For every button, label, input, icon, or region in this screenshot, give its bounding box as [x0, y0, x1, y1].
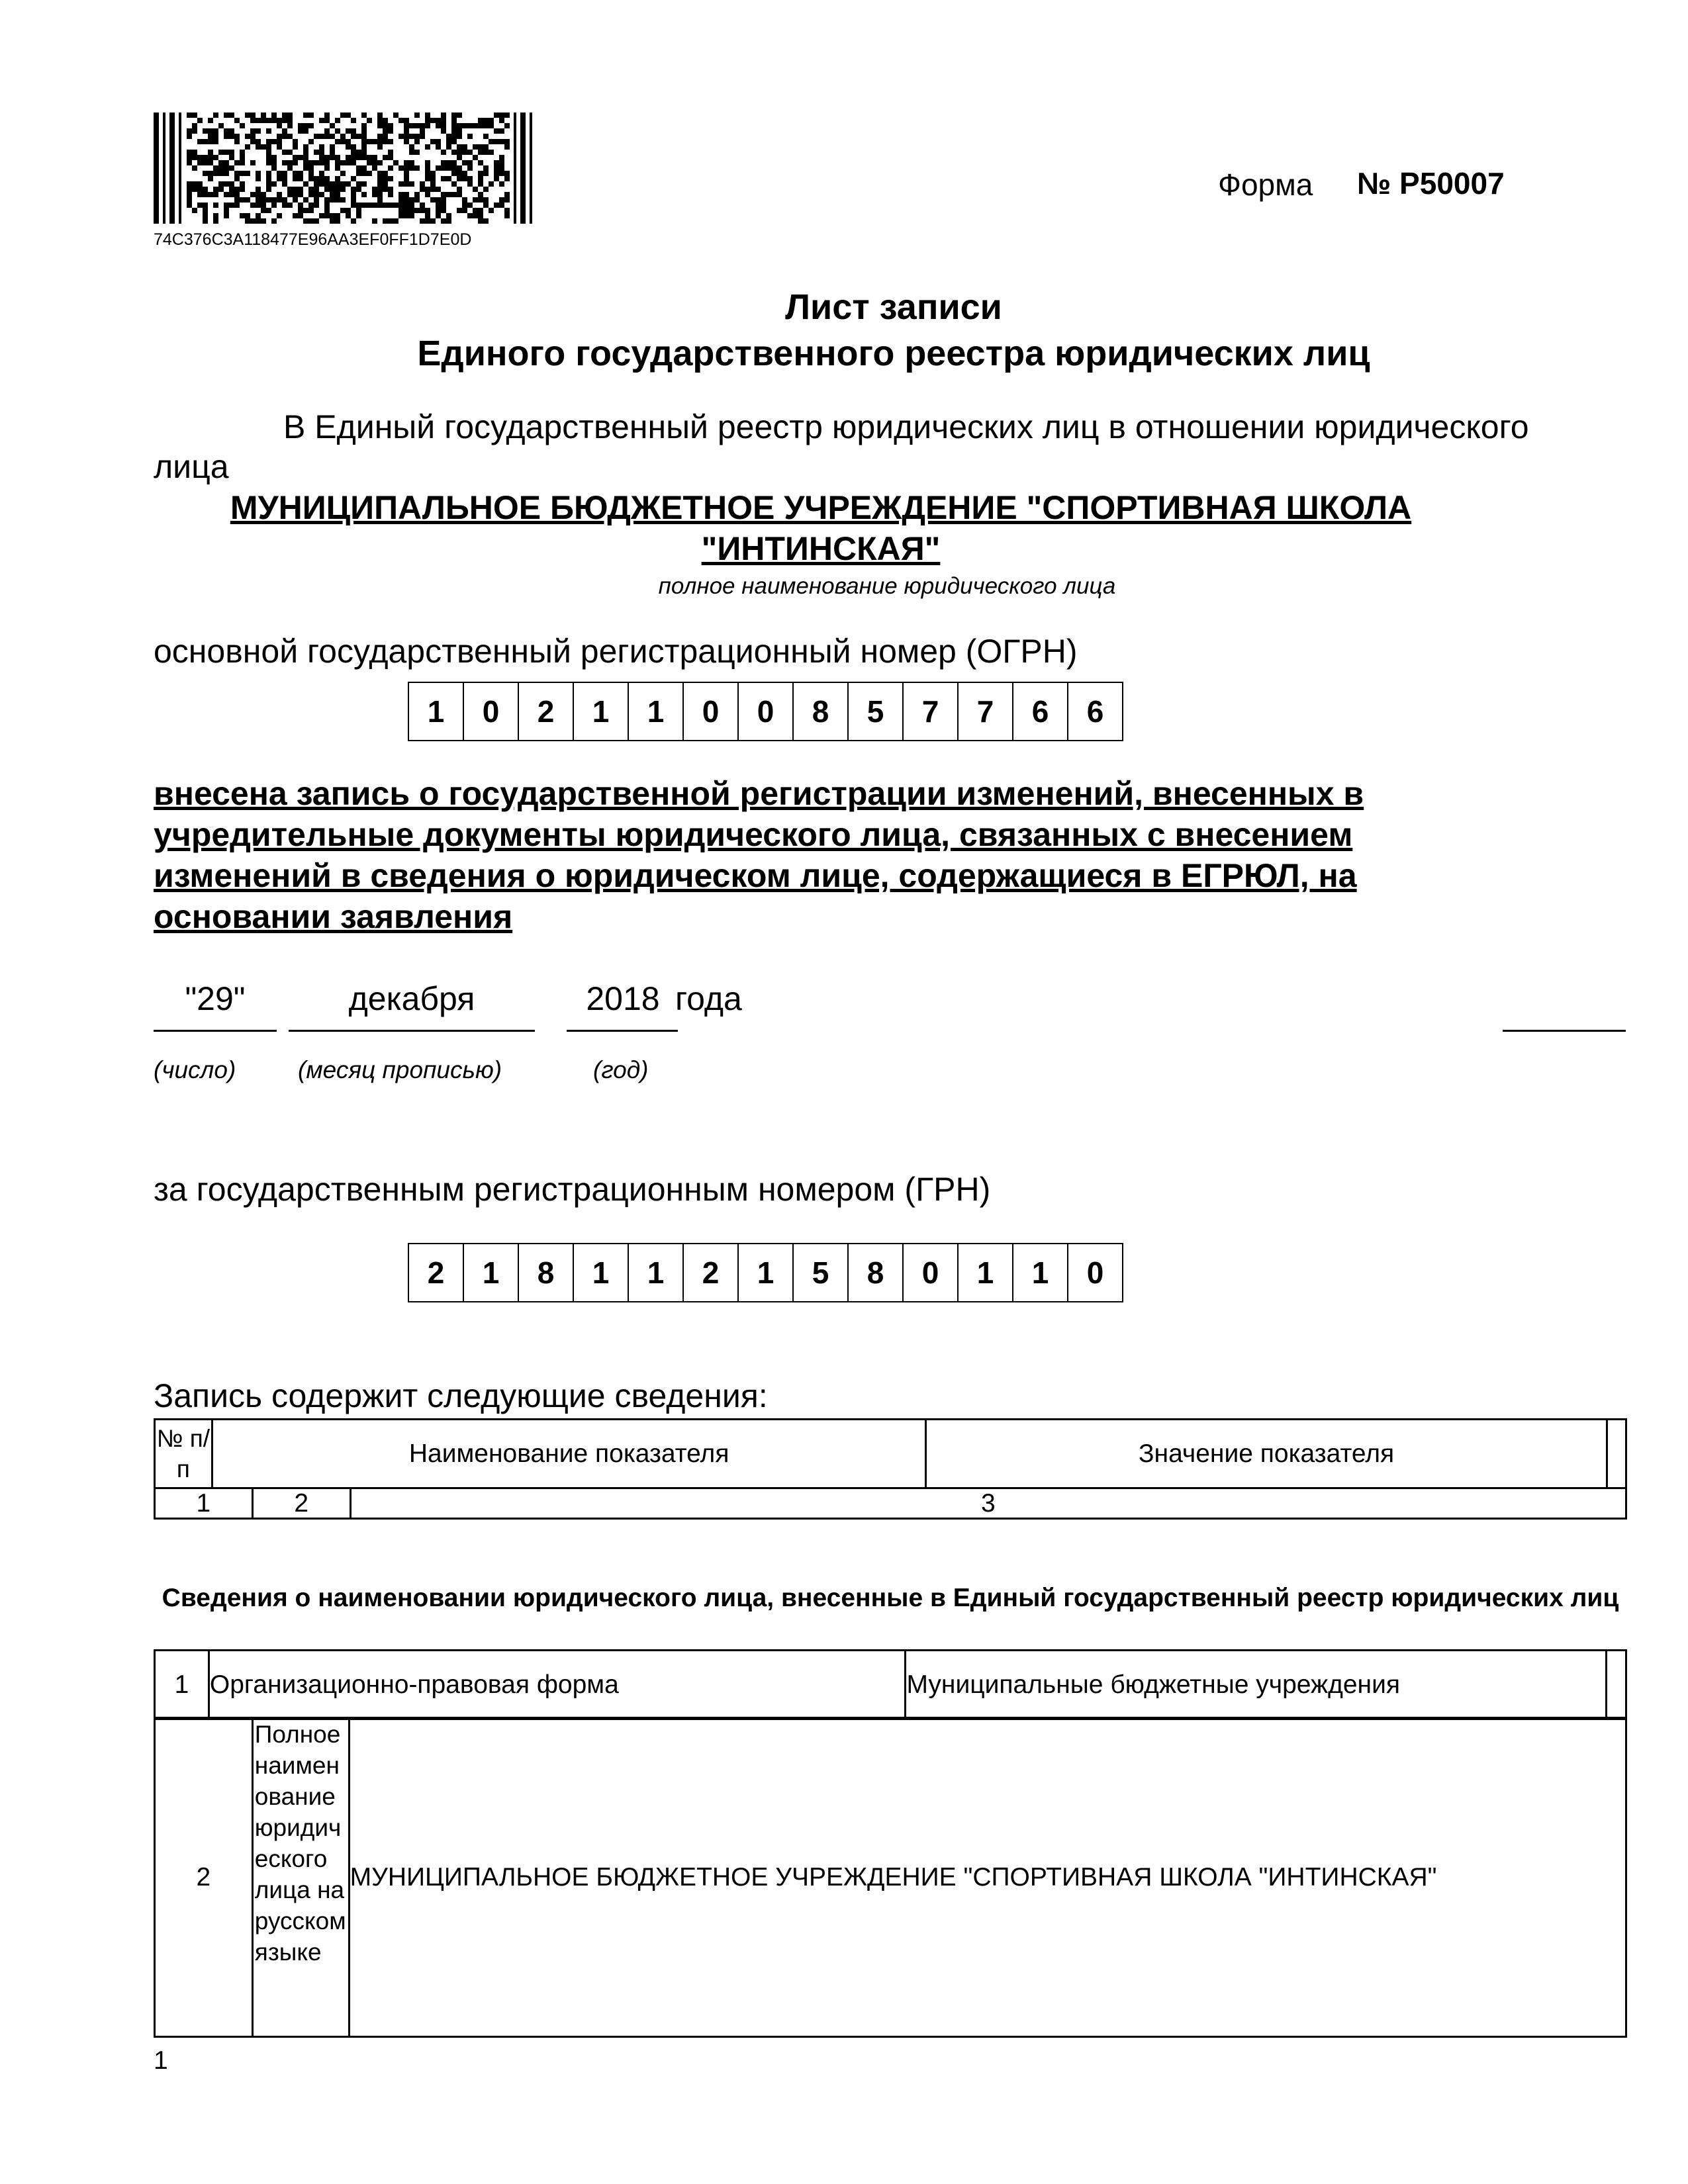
record-label: Запись содержит следующие сведения: [154, 1377, 768, 1414]
ogrn-digit: 6 [1067, 682, 1123, 741]
ogrn-digit: 7 [957, 682, 1013, 741]
grn-digit: 1 [628, 1243, 684, 1302]
entry-description [154, 773, 1511, 937]
grn-digit: 5 [792, 1243, 849, 1302]
date-year-underline [567, 1030, 678, 1032]
grn-digit: 2 [408, 1243, 464, 1302]
header-value: Значение показателя [926, 1420, 1607, 1488]
barcode-id: 74C376C3A118477E96AA3EF0FF1D7E0D [154, 230, 472, 249]
table-header-row [155, 1420, 1626, 1488]
page-subtitle: Единого государственного реестра юридических лиц [417, 334, 1370, 373]
table-row [155, 1718, 1626, 2037]
barcode-image [154, 113, 535, 224]
grn-digit: 1 [737, 1243, 794, 1302]
entry-line: изменений в сведения о юридическом лице, содержащиеся в ЕГРЮЛ, на [154, 857, 1357, 894]
date-year-word: года [675, 980, 742, 1017]
ogrn-digit: 0 [737, 682, 794, 741]
ogrn-digit: 2 [518, 682, 574, 741]
page-number: 1 [154, 2046, 168, 2075]
record-header-table [154, 1418, 1627, 1489]
ogrn-digit: 1 [573, 682, 629, 741]
grn-digit: 8 [847, 1243, 904, 1302]
row-indicator-value: Муниципальные бюджетные учреждения [906, 1651, 1607, 1719]
intro-text-continued: лица [154, 448, 229, 485]
row-indicator-value: МУНИЦИПАЛЬНОЕ БЮДЖЕТНОЕ УЧРЕЖДЕНИЕ "СПОРТИВНАЯ ШКОЛА "ИНТИНСКАЯ" [349, 1718, 1626, 2037]
row-spacer [1607, 1651, 1626, 1719]
barcode [154, 113, 535, 224]
ogrn-digit: 6 [1012, 682, 1068, 741]
header-name: Наименование показателя [212, 1420, 926, 1488]
date-day: "29" [185, 980, 246, 1017]
ogrn-label: основной государственный регистрационный номер (ОГРН) [154, 633, 1078, 670]
column-number-1: 1 [155, 1488, 253, 1519]
ogrn-digit: 1 [408, 682, 464, 741]
grn-digit: 0 [902, 1243, 959, 1302]
ogrn-digit: 0 [682, 682, 739, 741]
date-month-underline [289, 1030, 535, 1032]
ogrn-digit: 8 [792, 682, 849, 741]
row-indicator-name: Организационно-правовая форма [209, 1651, 906, 1719]
date-day-caption: (число) [154, 1056, 236, 1083]
grn-digit: 1 [573, 1243, 629, 1302]
ogrn-digit: 0 [463, 682, 519, 741]
date-month-caption: (месяц прописью) [298, 1056, 502, 1083]
organization-name-caption: полное наименование юридического лица [658, 573, 1116, 599]
grn-digit: 0 [1067, 1243, 1123, 1302]
row-indicator-name: Полное наименование юридического лица на русском языке [252, 1718, 349, 2037]
ogrn-digit: 5 [847, 682, 904, 741]
intro-text: В Единый государственный реестр юридических лиц в отношении юридического [283, 408, 1529, 445]
ogrn-digit-boxes [408, 682, 1123, 740]
section-data-table [154, 1649, 1627, 1720]
ogrn-digit: 7 [902, 682, 959, 741]
grn-digit: 1 [1012, 1243, 1068, 1302]
date-year-caption: (год) [593, 1056, 649, 1083]
column-number-2: 2 [252, 1488, 350, 1519]
column-number-3: 3 [350, 1488, 1626, 1519]
date-day-underline [154, 1030, 277, 1032]
form-number: № Р50007 [1357, 166, 1505, 201]
row-number: 1 [155, 1651, 209, 1719]
header-num: № п/п [155, 1420, 212, 1488]
grn-digit-boxes [408, 1243, 1123, 1301]
ogrn-digit: 1 [628, 682, 684, 741]
blank-underline [1503, 1030, 1626, 1032]
entry-line: учредительные документы юридического лица, связанных с внесением [154, 816, 1353, 853]
grn-digit: 8 [518, 1243, 574, 1302]
column-number-table [154, 1487, 1627, 1520]
row-number: 2 [155, 1718, 253, 2037]
date-month: декабря [348, 980, 475, 1017]
organization-name: МУНИЦИПАЛЬНОЕ БЮДЖЕТНОЕ УЧРЕЖДЕНИЕ "СПОРТИВНАЯ ШКОЛА [230, 489, 1412, 526]
column-number-row [155, 1488, 1626, 1519]
form-label: Форма [1218, 167, 1313, 202]
table-row [155, 1651, 1626, 1719]
grn-digit: 1 [957, 1243, 1013, 1302]
grn-label: за государственным регистрационным номером (ГРН) [154, 1171, 991, 1208]
page-title: Лист записи [785, 287, 1002, 327]
organization-name-continued: "ИНТИНСКАЯ" [701, 530, 941, 567]
grn-digit: 1 [463, 1243, 519, 1302]
section-title: Сведения о наименовании юридического лица, внесенные в Единый государственный реестр юридических лиц [162, 1584, 1619, 1612]
grn-digit: 2 [682, 1243, 739, 1302]
section-data-table-row2 [154, 1717, 1627, 2038]
header-spacer [1607, 1420, 1626, 1488]
entry-line: внесена запись о государственной регистрации изменений, внесенных в [154, 775, 1364, 812]
entry-line: основании заявления [154, 898, 513, 935]
date-year: 2018 [586, 980, 660, 1017]
